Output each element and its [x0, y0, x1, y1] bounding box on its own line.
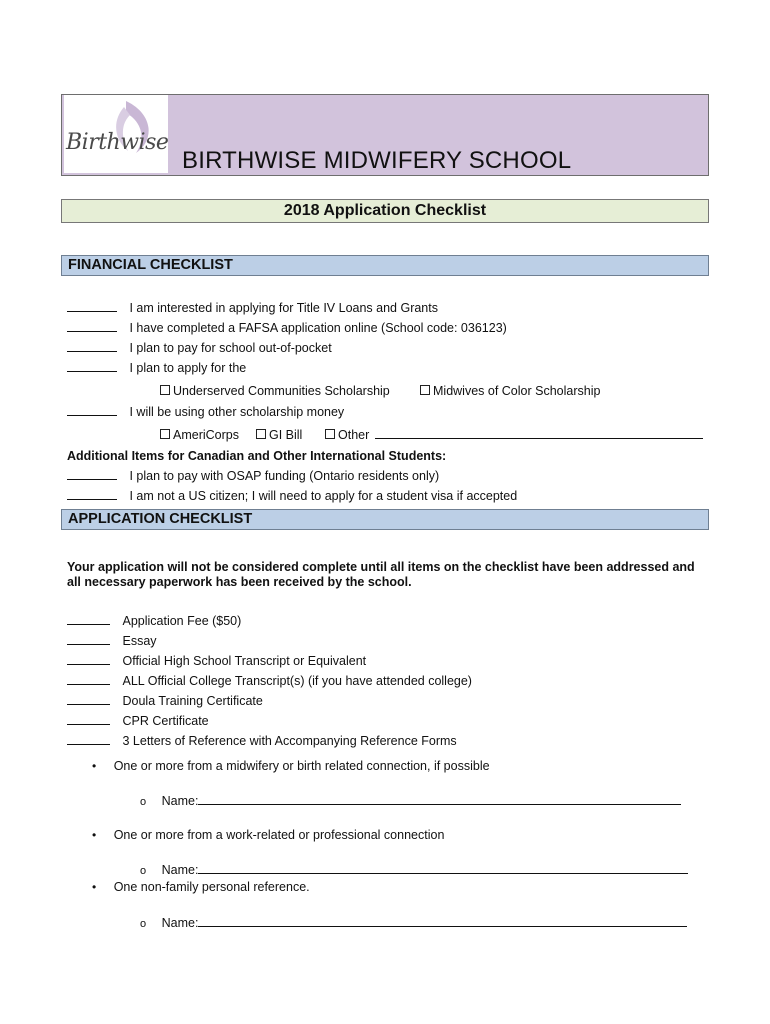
list-item: Essay [67, 633, 157, 649]
list-item: I plan to apply for the [67, 360, 246, 376]
list-item: Official High School Transcript or Equivalent [67, 653, 366, 669]
reference-name-row: o Name: [140, 793, 681, 810]
blank-line[interactable] [67, 468, 117, 480]
list-item: 3 Letters of Reference with Accompanying Reference Forms [67, 733, 457, 749]
checkbox[interactable] [256, 429, 266, 439]
blank-line[interactable] [67, 340, 117, 352]
blank-line[interactable] [67, 673, 110, 685]
other-option-americorps[interactable]: AmeriCorps [160, 427, 239, 443]
bullet-icon: • [92, 828, 97, 842]
name-input-line[interactable] [198, 915, 687, 927]
other-option-gi-bill[interactable]: GI Bill [256, 427, 302, 443]
blank-line[interactable] [67, 488, 117, 500]
checkbox[interactable] [160, 429, 170, 439]
other-option-other[interactable]: Other [325, 427, 703, 443]
notice-line-2: all necessary paperwork has been received by the school. [67, 575, 412, 589]
notice-line-1: Your application will not be considered complete until all items on the checklist have been addressed and [67, 560, 695, 574]
blank-line[interactable] [67, 733, 110, 745]
checkbox[interactable] [160, 385, 170, 395]
list-item: CPR Certificate [67, 713, 209, 729]
blank-line[interactable] [67, 633, 110, 645]
reference-bullet: • One or more from a midwifery or birth related connection, if possible [92, 759, 490, 773]
other-input-line[interactable] [375, 427, 703, 439]
reference-bullet: • One or more from a work-related or professional connection [92, 828, 445, 842]
blank-line[interactable] [67, 613, 110, 625]
bullet-icon: • [92, 759, 97, 773]
blank-line[interactable] [67, 404, 117, 416]
blank-line[interactable] [67, 300, 117, 312]
school-title: BIRTHWISE MIDWIFERY SCHOOL [182, 147, 572, 174]
checkbox[interactable] [325, 429, 335, 439]
reference-bullet: • One non-family personal reference. [92, 880, 310, 894]
list-item: I plan to pay for school out-of-pocket [67, 340, 332, 356]
international-heading: Additional Items for Canadian and Other International Students: [67, 449, 447, 463]
blank-line[interactable] [67, 653, 110, 665]
logo-text: Birthwise [66, 130, 169, 155]
checklist-title: 2018 Application Checklist [61, 199, 709, 223]
checkbox[interactable] [420, 385, 430, 395]
blank-line[interactable] [67, 693, 110, 705]
list-item: ALL Official College Transcript(s) (if you have attended college) [67, 673, 472, 689]
list-item: I am interested in applying for Title IV Loans and Grants [67, 300, 438, 316]
name-input-line[interactable] [198, 793, 681, 805]
circle-bullet-icon: o [140, 796, 147, 808]
reference-name-row: o Name: [140, 915, 687, 932]
list-item: I plan to pay with OSAP funding (Ontario residents only) [67, 468, 439, 484]
circle-bullet-icon: o [140, 865, 147, 877]
financial-heading: FINANCIAL CHECKLIST [61, 255, 709, 276]
name-input-line[interactable] [198, 862, 688, 874]
scholarship-option[interactable]: Midwives of Color Scholarship [420, 383, 600, 399]
blank-line[interactable] [67, 320, 117, 332]
list-item: I am not a US citizen; I will need to apply for a student visa if accepted [67, 488, 517, 504]
list-item: Doula Training Certificate [67, 693, 263, 709]
list-item: I have completed a FAFSA application online (School code: 036123) [67, 320, 507, 336]
blank-line[interactable] [67, 360, 117, 372]
application-heading: APPLICATION CHECKLIST [61, 509, 709, 530]
blank-line[interactable] [67, 713, 110, 725]
list-item: Application Fee ($50) [67, 613, 241, 629]
reference-name-row: o Name: [140, 862, 688, 879]
circle-bullet-icon: o [140, 918, 147, 930]
list-item: I will be using other scholarship money [67, 404, 344, 420]
bullet-icon: • [92, 880, 97, 894]
scholarship-option[interactable]: Underserved Communities Scholarship [160, 383, 390, 399]
